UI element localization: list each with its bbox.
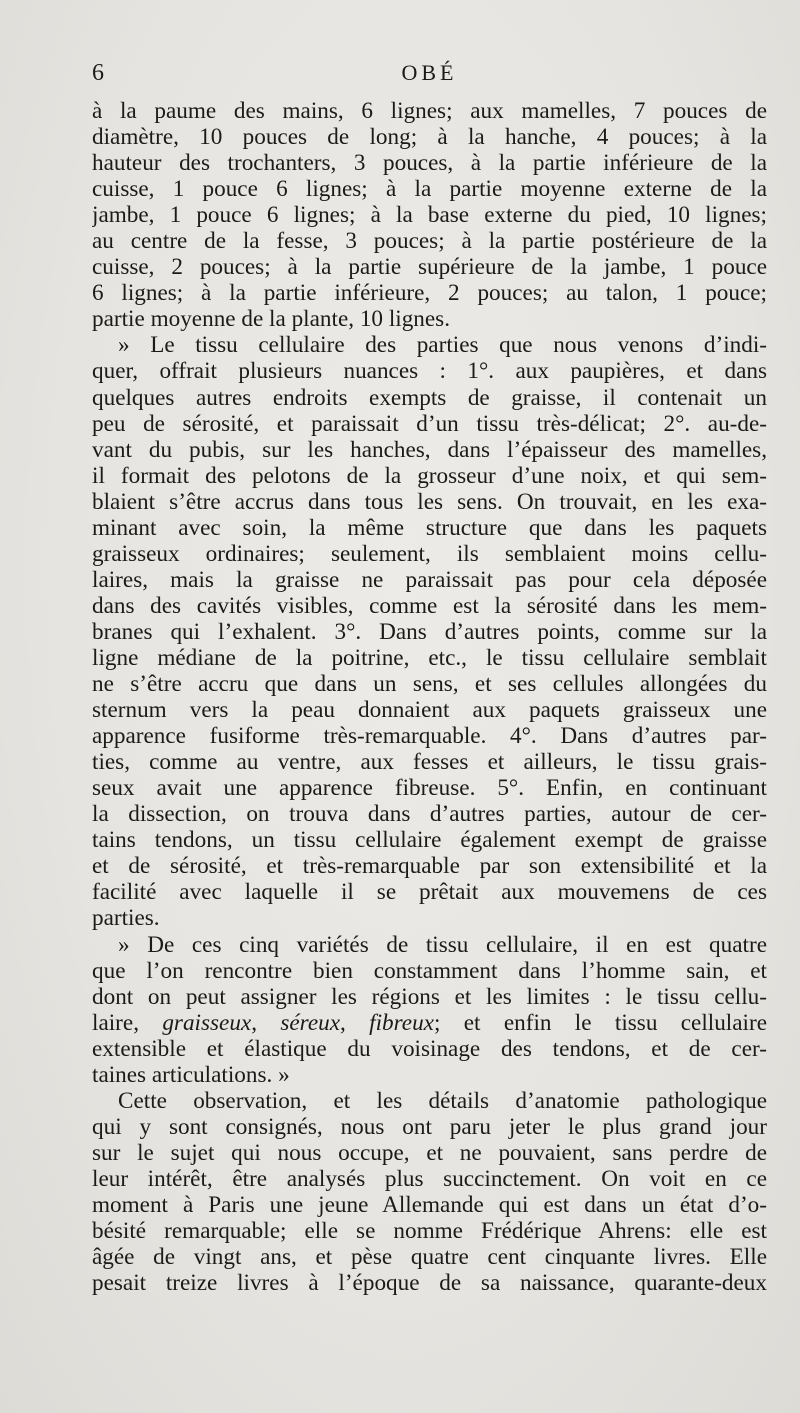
page-header (92, 60, 767, 94)
text-line: pesait treize livres à l’époque de sa naissance, quarante-deux (92, 1270, 767, 1297)
text-line: dont on peut assigner les régions et les limites : le tissu cellu- (92, 983, 767, 1010)
text-segment: , (340, 1009, 370, 1036)
text-line: seux avait une apparence fibreuse. 5°. Enfin, en continuant (92, 775, 767, 802)
text-line: laires, mais la graisse ne paraissait pas pour cela déposée (92, 566, 767, 593)
text-line: la dissection, on trouva dans d’autres parties, autour de cer- (92, 801, 767, 828)
text-line: cuisse, 2 pouces; à la partie supérieure de la jambe, 1 pouce (92, 254, 767, 281)
text-line: partie moyenne de la plante, 10 lignes. (92, 306, 451, 333)
text-line: » De ces cinq variétés de tissu cellulaire, il en est quatre (118, 931, 767, 958)
text-line: » Le tissu cellulaire des parties que nous venons d’indi- (118, 332, 767, 359)
text-line: branes qui l’exhalent. 3°. Dans d’autres points, comme sur la (92, 618, 767, 645)
text-line: quer, offrait plusieurs nuances : 1°. aux paupières, et dans (92, 358, 767, 385)
text-line: blaient s’être accrus dans tous les sens. On trouvait, en les exa- (92, 488, 767, 515)
text-line: ties, comme au ventre, aux fesses et ailleurs, le tissu grais- (92, 749, 767, 776)
text-line: sternum vers la peau donnaient aux paquets graisseux une (92, 697, 767, 724)
page-number: 6 (92, 60, 104, 86)
text-line (92, 1010, 767, 1036)
text-line: vant du pubis, sur les hanches, dans l’épaisseur des mamelles, (92, 436, 767, 463)
text-line: il formait des pelotons de la grosseur d’une noix, et qui sem- (92, 462, 767, 489)
text-line: ne s’être accru que dans un sens, et ses cellules allongées du (92, 671, 767, 698)
text-line: graisseux ordinaires; seulement, ils semblaient moins cellu- (92, 540, 767, 567)
text-line: ligne médiane de la poitrine, etc., le tissu cellulaire semblait (92, 644, 767, 671)
text-line: moment à Paris une jeune Allemande qui est dans un état d’o- (92, 1191, 767, 1218)
text-line: parties. (92, 905, 160, 932)
text-line: peu de sérosité, et paraissait d’un tissu très-délicat; 2°. au-de- (92, 410, 767, 437)
text-line: et de sérosité, et très-remarquable par son extensibilité et la (92, 853, 767, 880)
text-line: tains tendons, un tissu cellulaire également exempt de graisse (92, 827, 767, 854)
text-line: taines articulations. » (92, 1061, 290, 1088)
text-line: jambe, 1 pouce 6 lignes; à la base externe du pied, 10 lignes; (92, 202, 767, 229)
text-line: dans des cavités visibles, comme est la sérosité dans les mem- (92, 592, 767, 619)
text-line: extensible et élastique du voisinage des tendons, et de cer- (92, 1035, 767, 1062)
text-line: cuisse, 1 pouce 6 lignes; à la partie moyenne externe de la (92, 176, 767, 203)
text-line: 6 lignes; à la partie inférieure, 2 pouces; au talon, 1 pouce; (92, 280, 767, 307)
text-line: leur intérêt, être analysés plus succinctement. On voit en ce (92, 1165, 767, 1192)
italic-term: fibreux (369, 1009, 434, 1036)
text-line: hauteur des trochanters, 3 pouces, à la partie inférieure de la (92, 150, 767, 177)
text-line: âgée de vingt ans, et pèse quatre cent cinquante livres. Elle (92, 1244, 767, 1271)
text-line: Cette observation, et les détails d’anatomie pathologique (118, 1087, 767, 1114)
italic-term: graisseux (162, 1009, 252, 1036)
running-title: OBÉ (401, 60, 458, 85)
text-line: apparence fusiforme très-remarquable. 4°. Dans d’autres par- (92, 723, 767, 750)
text-line: qui y sont consignés, nous ont paru jeter le plus grand jour (92, 1113, 767, 1140)
text-line: sur le sujet qui nous occupe, et ne pouvaient, sans perdre de (92, 1139, 767, 1166)
text-line: que l’on rencontre bien constamment dans l’homme sain, et (92, 957, 767, 984)
text-line: minant avec soin, la même structure que dans les paquets (92, 514, 767, 541)
text-segment: , (251, 1009, 281, 1036)
body-text (92, 98, 767, 1296)
italic-term: séreux (280, 1009, 341, 1036)
text-segment: laire, (92, 1009, 163, 1036)
text-line: diamètre, 10 pouces de long; à la hanche, 4 pouces; à la (92, 124, 767, 151)
text-line: à la paume des mains, 6 lignes; aux mamelles, 7 pouces de (92, 98, 767, 124)
text-line: bésité remarquable; elle se nomme Frédérique Ahrens: elle est (92, 1218, 767, 1245)
text-line: quelques autres endroits exempts de graisse, il contenait un (92, 384, 767, 411)
text-segment: ; et enfin le tissu cellulaire (433, 1009, 767, 1036)
text-line: au centre de la fesse, 3 pouces; à la partie postérieure de la (92, 228, 767, 255)
text-line: facilité avec laquelle il se prêtait aux mouvemens de ces (92, 879, 767, 906)
